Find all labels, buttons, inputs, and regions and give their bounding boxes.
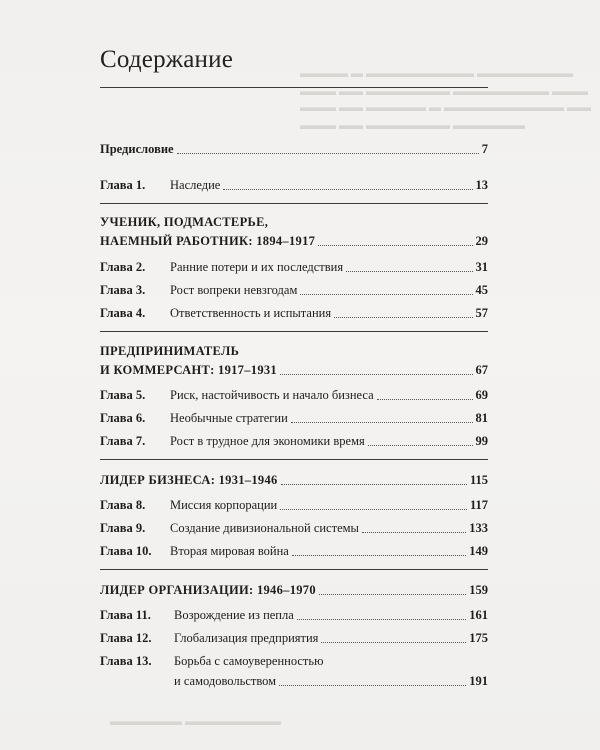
toc-entry-label: Ранние потери и их последствия [170,260,344,274]
page-number: 117 [469,498,488,512]
dot-leader [279,685,466,686]
dot-leader [346,271,472,272]
page-number: 175 [469,631,488,645]
dot-leader [368,445,473,446]
dot-leader [362,532,466,533]
title-rule [100,87,488,88]
toc-entry-chapter-13-continued[interactable] [100,673,488,689]
toc-entry-chapter-3[interactable] [100,282,488,298]
part-heading: ЛИДЕР ОРГАНИЗАЦИИ: 1946–1970 [100,583,316,597]
page-number: 69 [475,388,488,402]
toc-entry-chapter-11[interactable] [100,607,488,623]
toc-entry-chapter-6[interactable] [100,410,488,426]
page-number: 31 [475,260,488,274]
show-through-text: ▬▬▬ ▬▬ ▬▬▬▬▬▬▬ ▬▬▬▬▬▬ [300,118,525,132]
dot-leader [280,509,467,510]
toc-entry-label: Рост в трудное для экономики время [170,434,365,448]
section-rule [100,459,488,460]
page-number: 161 [469,608,488,622]
chapter-number: Глава 1. [100,178,146,192]
toc-entry-label: Глобализация предприятия [174,631,319,645]
dot-leader [377,399,473,400]
toc-entry-label: и самодовольством [174,674,277,688]
page-number: 81 [475,411,488,425]
toc-entry-label: Рост вопреки невзгодам [170,283,298,297]
dot-leader [321,642,466,643]
toc-entry-label: Вторая мировая война [170,544,289,558]
toc-entry-part-4[interactable] [100,582,488,598]
section-rule [100,331,488,332]
toc-entry-chapter-8[interactable] [100,497,488,513]
dot-leader [300,294,472,295]
toc-entry-label: Миссия корпорации [170,498,278,512]
chapter-number: Глава 8. [100,498,146,512]
part-heading: ПРЕДПРИНИМАТЕЛЬ [100,344,240,358]
toc-entry-preface[interactable] [100,141,488,157]
toc-entry-chapter-7[interactable] [100,433,488,449]
page-number: 7 [481,142,488,156]
show-through-text: ▬▬▬ ▬▬ ▬▬▬▬▬▬▬ ▬▬▬▬▬▬▬▬ ▬▬▬ [300,84,588,98]
toc-entry-label: Борьба с самоуверенностью [174,654,324,668]
dot-leader [292,555,466,556]
toc-entry-part-3[interactable] [100,472,488,488]
dot-leader [223,189,472,190]
toc-entry-label: Риск, настойчивость и начало бизнеса [170,388,374,402]
page-title: Содержание [100,46,233,73]
dot-leader [318,245,472,246]
page-number: 13 [475,178,488,192]
page-number: 133 [469,521,488,535]
chapter-number: Глава 9. [100,521,146,535]
toc-entry-chapter-4[interactable] [100,305,488,321]
toc-entry-part-1[interactable] [100,233,488,249]
chapter-number: Глава 12. [100,631,152,645]
chapter-number: Глава 3. [100,283,146,297]
show-through-text: ▬▬▬ ▬▬ ▬▬▬▬▬ ▬ ▬▬▬▬▬▬▬▬▬▬ ▬▬ [300,100,591,114]
section-rule [100,203,488,204]
chapter-number: Глава 11. [100,608,151,622]
toc-entry-chapter-9[interactable] [100,520,488,536]
part-heading: НАЕМНЫЙ РАБОТНИК: 1894–1917 [100,234,316,248]
dot-leader [280,374,473,375]
toc-entry-part-2[interactable] [100,362,488,378]
toc-entry-chapter-2[interactable] [100,259,488,275]
dot-leader [334,317,472,318]
toc-entry-label: Необычные стратегии [170,411,288,425]
toc-entry-chapter-5[interactable] [100,387,488,403]
chapter-number: Глава 13. [100,654,152,668]
page-number: 191 [469,674,488,688]
section-rule [100,569,488,570]
part-heading: И КОММЕРСАНТ: 1917–1931 [100,363,277,377]
toc-entry-label: Возрождение из пепла [174,608,294,622]
page-number: 29 [475,234,488,248]
dot-leader [177,153,479,154]
show-through-text: ▬▬▬▬▬▬ ▬▬▬▬▬▬▬▬ [110,714,281,728]
part-heading: УЧЕНИК, ПОДМАСТЕРЬЕ, [100,215,269,229]
page-number: 45 [475,283,488,297]
dot-leader [297,619,466,620]
dot-leader [291,422,473,423]
chapter-number: Глава 4. [100,306,146,320]
chapter-number: Глава 6. [100,411,146,425]
toc-entry-label: Наследие [170,178,221,192]
page-number: 57 [475,306,488,320]
chapter-number: Глава 2. [100,260,146,274]
page-number: 99 [475,434,488,448]
toc-entry-chapter-12[interactable] [100,630,488,646]
toc-entry-chapter-10[interactable] [100,543,488,559]
page-number: 115 [469,473,488,487]
toc-entry-label: Создание дивизиональной системы [170,521,359,535]
chapter-number: Глава 7. [100,434,146,448]
show-through-text: ▬▬▬▬ ▬ ▬▬▬▬▬▬▬▬▬ ▬▬▬▬▬▬▬▬ [300,66,573,80]
chapter-number: Глава 10. [100,544,152,558]
page-number: 149 [469,544,488,558]
toc-entry-chapter-13[interactable] [100,653,488,669]
dot-leader [319,594,466,595]
page-number: 159 [469,583,488,597]
toc-entry-label: Ответственность и испытания [170,306,332,320]
dot-leader [281,484,467,485]
chapter-number: Глава 5. [100,388,146,402]
toc-entry-chapter-1[interactable] [100,177,488,193]
toc-entry-label: Предисловие [100,142,174,156]
page-number: 67 [475,363,488,377]
part-heading: ЛИДЕР БИЗНЕСА: 1931–1946 [100,473,278,487]
